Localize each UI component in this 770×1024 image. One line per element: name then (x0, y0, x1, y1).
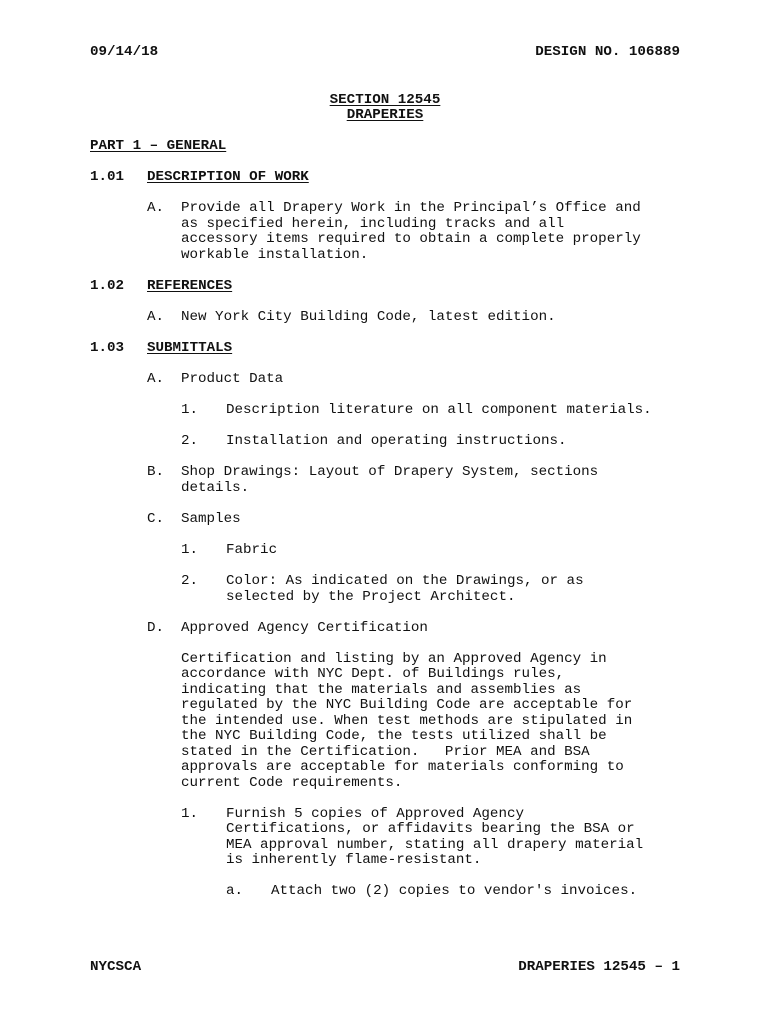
certification-line: accordance with NYC Dept. of Buildings rules, (181, 666, 565, 682)
paragraph-text: New York City Building Code, latest edition. (181, 309, 556, 325)
subparagraph-text: Installation and operating instructions. (226, 433, 567, 449)
paragraph-marker: B. (147, 464, 165, 480)
article-number: 1.02 (90, 278, 125, 294)
subparagraph-marker: 2. (181, 433, 199, 449)
certification-line: indicating that the materials and assemblies as (181, 682, 582, 698)
subparagraph-marker: 1. (181, 542, 199, 558)
certification-line: approvals are acceptable for materials conforming to (181, 759, 624, 775)
paragraph-marker: C. (147, 511, 165, 527)
certification-line: the intended use. When test methods are stipulated in (181, 713, 633, 729)
subparagraph-line: Certifications, or affidavits bearing the BSA or (226, 821, 635, 837)
header-design-number: DESIGN NO. 106889 (535, 44, 680, 60)
section-number: SECTION 12545 (329, 92, 441, 108)
certification-line: the NYC Building Code, the tests utilized shall be (181, 728, 607, 744)
paragraph-line: details. (181, 480, 250, 496)
subparagraph-marker: 1. (181, 402, 199, 418)
item-text: Attach two (2) copies to vendor's invoices. (271, 883, 638, 899)
article-number: 1.03 (90, 340, 125, 356)
article-number: 1.01 (90, 169, 125, 185)
subparagraph-marker: 1. (181, 806, 199, 822)
subparagraph-line: is inherently flame-resistant. (226, 852, 482, 868)
subparagraph-marker: 2. (181, 573, 199, 589)
part-heading: PART 1 – GENERAL (90, 138, 227, 154)
paragraph-text: Product Data (181, 371, 284, 387)
certification-line: regulated by the NYC Building Code are acceptable for (181, 697, 633, 713)
footer-left: NYCSCA (90, 959, 142, 975)
paragraph-line: Shop Drawings: Layout of Drapery System, sections (181, 464, 599, 480)
subparagraph-text: Fabric (226, 542, 278, 558)
subparagraph-text: Description literature on all component materials. (226, 402, 652, 418)
article-title: SUBMITTALS (147, 340, 233, 356)
footer-page-label: DRAPERIES 12545 – 1 (518, 959, 680, 975)
item-marker: a. (226, 883, 244, 899)
paragraph-line: workable installation. (181, 247, 369, 263)
article-title: DESCRIPTION OF WORK (147, 169, 309, 185)
subparagraph-line: selected by the Project Architect. (226, 589, 516, 605)
certification-line: stated in the Certification. Prior MEA and BSA (181, 744, 590, 760)
certification-line: current Code requirements. (181, 775, 403, 791)
paragraph-marker: A. (147, 371, 165, 387)
subparagraph-line: Color: As indicated on the Drawings, or as (226, 573, 584, 589)
paragraph-text: Approved Agency Certification (181, 620, 428, 636)
certification-line: Certification and listing by an Approved Agency in (181, 651, 607, 667)
paragraph-line: as specified herein, including tracks and all (181, 216, 565, 232)
paragraph-text: Samples (181, 511, 241, 527)
paragraph-line: Provide all Drapery Work in the Principal’s Office and (181, 200, 641, 216)
paragraph-marker: A. (147, 200, 165, 216)
section-title: DRAPERIES (346, 107, 424, 123)
paragraph-line: accessory items required to obtain a complete properly (181, 231, 641, 247)
article-title: REFERENCES (147, 278, 233, 294)
subparagraph-line: MEA approval number, stating all drapery material (226, 837, 644, 853)
paragraph-marker: A. (147, 309, 165, 325)
header-date: 09/14/18 (90, 44, 159, 60)
subparagraph-line: Furnish 5 copies of Approved Agency (226, 806, 524, 822)
paragraph-marker: D. (147, 620, 165, 636)
